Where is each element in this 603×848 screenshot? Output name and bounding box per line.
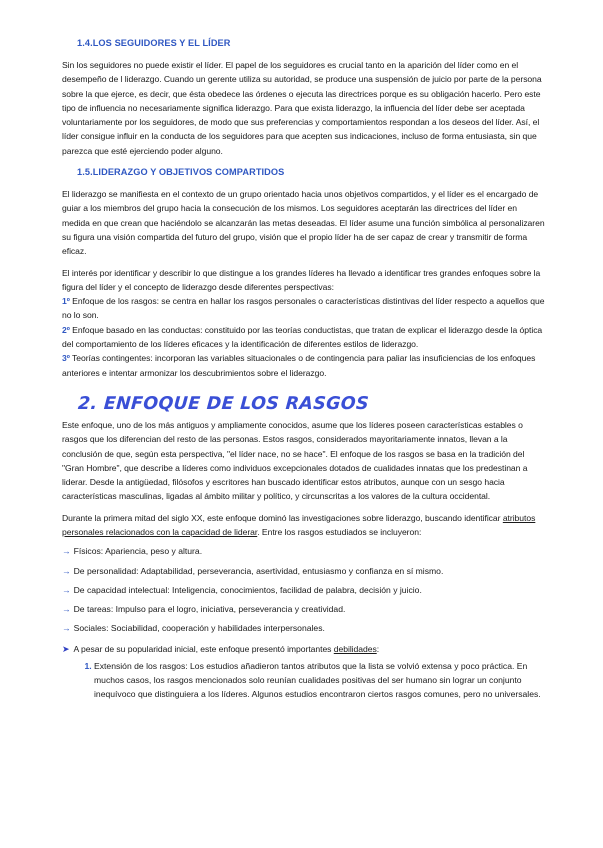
list-item: 1. Extensión de los rasgos: Los estudios añadieron tantos atributos que la lista se volvió extensa y poco práctica. En muchos casos, los rasgos mencionados solo reunían cualidades positivas del ser humano sin lograr un conjunto inequívoco que distinguiera a los líderes. Algunos estudios encontraron ciertos rasgos comunes, pero no universales. (94, 659, 546, 702)
section-heading-1-4: 1.4.LOS SEGUIDORES Y EL LÍDER (77, 38, 231, 48)
arrow-icon: → (62, 623, 71, 634)
approach-item: 1º Enfoque de los rasgos: se centra en hallar los rasgos personales o características distintivas del líder respecto a aquellos que no lo son. (62, 296, 545, 321)
weaknesses-list (62, 659, 546, 702)
approaches-intro-paragraph: El interés por identificar y describir lo que distingue a los grandes líderes ha llevado a identificar tres grandes enfoques sobre la figura del líder y el concepto de liderazgo desde diferentes perspectivas: (62, 267, 541, 292)
section-heading-2: 2. ENFOQUE DE LOS RASGOS (77, 393, 370, 414)
list-item: → De tareas: Impulso para el logro, iniciativa, perseverancia y creatividad. (62, 603, 346, 614)
arrow-icon: → (62, 565, 71, 576)
underlined-phrase: debilidades (333, 644, 377, 655)
approach-item: 3º Teorías contingentes: incorporan las variables situacionales o de contingencia para paliar las insuficiencias de los enfoques anteriores e intentar armonizar los descubrimientos sobre el liderazgo. (62, 353, 536, 378)
list-item: → De personalidad: Adaptabilidad, perseverancia, asertividad, entusiasmo y confianza en sí mismo. (62, 565, 444, 576)
list-item: → Físicos: Apariencia, peso y altura. (62, 546, 203, 557)
weaknesses-intro: ➤ A pesar de su popularidad inicial, este enfoque presentó importantes debilidades: (62, 644, 380, 655)
traits-approach-paragraph: Este enfoque, uno de los más antiguos y ampliamente conocidos, asume que los líderes poseen características estables o rasgos que los diferencian del resto de las personas. Estos rasgos, considerados mayoritariamente innatos, llevan a la conclusión de que, según esta perspectiva, "el líder nace, no se hace". El enfoque de los rasgos se basa en la tradición del "Gran Hombre", que describe a líderes como individuos excepcionales dotados de cualidades innatas que los predestinan a liderar. Desde la antigüedad, filósofos y escritores han buscado identificar estos atributos, aunque con un sesgo hacia características masculinas, ligadas al ámbito militar y político, y circunscritas a los valores de la cultura occidental. (62, 419, 528, 502)
approach-ordinal: 1º (62, 296, 70, 307)
underlined-phrase: atributos personales relacionados con la capacidad de liderar (62, 512, 536, 538)
arrow-icon: → (62, 546, 71, 557)
twentieth-century-paragraph: Durante la primera mitad del siglo XX, este enfoque dominó las investigaciones sobre liderazgo, buscando identificar atributos personales relacionados con la capacidad de liderar. Entre los rasgos estudiados se incluyeron: (62, 512, 536, 538)
list-item: → Sociales: Sociabilidad, cooperación y habilidades interpersonales. (62, 623, 325, 634)
triangle-bullet-icon: ➤ (62, 644, 70, 655)
approach-item: 2º Enfoque basado en las conductas: constituido por las teorías conductistas, que tratan de explicar el liderazgo desde la óptica del comportamiento de los líderes eficaces y la identificación de diferentes estilos de liderazgo. (62, 324, 543, 350)
approach-ordinal: 2º (62, 324, 70, 335)
approach-ordinal: 3º (62, 353, 70, 364)
shared-goals-paragraph: El liderazgo se manifiesta en el contexto de un grupo orientado hacia unos objetivos compartidos, y el líder es el encargado de guiar a los miembros del grupo hacia la consecución de los mismos. Los seguidores aceptarán las directrices del líder en medida en que crean que haciéndolo se alcanzarán las metas deseadas. El líder asume una función simbólica al personalizaren su figura una visión compartida del futuro del grupo, visión que el propio líder ha de ser capaz de crear y transmitir de forma eficaz. (62, 189, 545, 257)
list-item: → De capacidad intelectual: Inteligencia, conocimientos, facilidad de palabra, decisión y juicio. (62, 584, 422, 595)
traits-list (62, 542, 546, 638)
followers-paragraph: Sin los seguidores no puede existir el líder. El papel de los seguidores es crucial tanto en la aparición del líder como en el desempeño de l liderazgo. Cuando un gerente utiliza su autoridad, se produce una suspensión de juicio por parte de la persona sobre la que ejerce, es decir, que ésta obedece las órdenes o ejecuta las directrices porque es su obligación hacerlo. Pero este tipo de influencia no necesariamente significa liderazgo. Para que exista liderazgo, la influencia del líder debe ser aceptada voluntariamente por los seguidores, de modo que sus preferencias y comportamientos respondan a los deseos del líder. Así, el líder consigue influir en la conducta de los seguidores para que acepten sus indicaciones, incluso de forma entusiasta, sin que parezca que esté ejerciendo poder alguno. (62, 60, 542, 156)
section-heading-1-5: 1.5.LIDERAZGO Y OBJETIVOS COMPARTIDOS (77, 167, 285, 178)
arrow-icon: → (62, 603, 71, 614)
arrow-icon: → (62, 584, 71, 595)
